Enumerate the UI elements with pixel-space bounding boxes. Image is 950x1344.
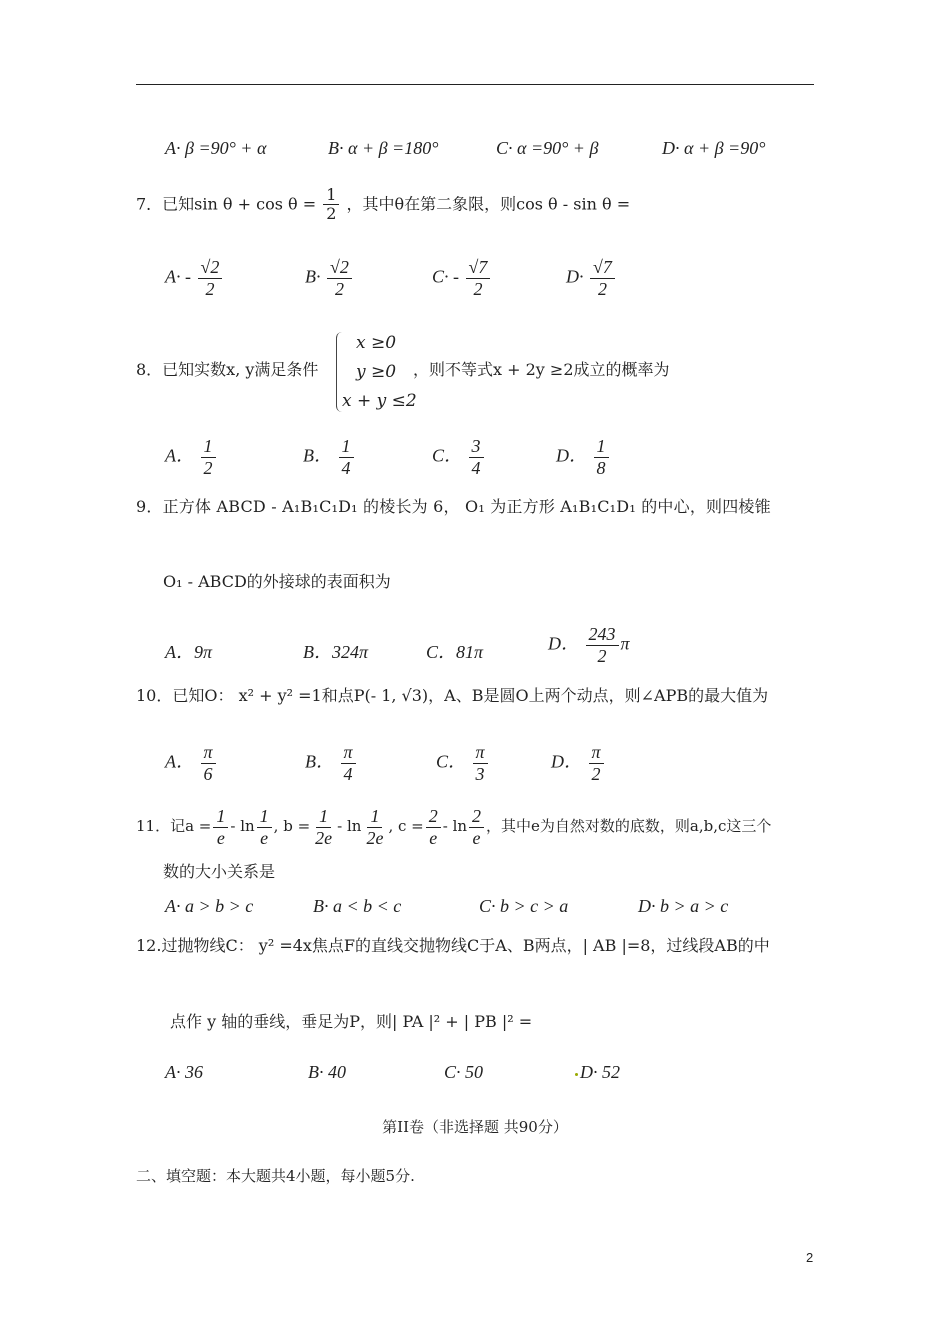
q10-option-d bbox=[551, 742, 606, 784]
q9-stem-line1: 9．正方体 ABCD - A₁B₁C₁D₁ 的棱长为 6， O₁ 为正方形 A₁B₁C₁D₁ 的中心，则四棱锥 bbox=[136, 497, 771, 516]
q8-b-label: B． bbox=[303, 445, 332, 466]
q11-a-pre: 11．记a = bbox=[136, 817, 212, 836]
q7-stem-fraction bbox=[323, 186, 339, 224]
q11-b-mid: - ln bbox=[337, 817, 362, 836]
q9-option-a: A．9π bbox=[165, 642, 213, 662]
q7-option-d bbox=[566, 257, 617, 299]
q6-option-b: B· α + β =180° bbox=[328, 138, 439, 158]
q11-option-d: D· b > a > c bbox=[638, 896, 729, 916]
q11-c-mid: - ln bbox=[442, 817, 468, 836]
q10-a-num: π bbox=[201, 742, 216, 764]
q11-option-b: B· a < b < c bbox=[313, 896, 402, 916]
q8-d-frac bbox=[594, 436, 609, 478]
q7-stem bbox=[136, 186, 630, 224]
q7-d-num: √7 bbox=[590, 257, 615, 279]
q8-c-den: 4 bbox=[471, 457, 481, 478]
q12-line1: 12.过抛物线C： y² =4x焦点F的直线交抛物线C于A、B两点，| AB |=8，过线段AB的中 bbox=[136, 936, 770, 955]
q7-b-den: 2 bbox=[334, 278, 344, 299]
q8-cond-3: x + y ≤2 bbox=[342, 391, 417, 411]
q11-b-n2: 1 bbox=[367, 806, 382, 828]
q10-d-label: D． bbox=[551, 751, 582, 772]
q11-b-d1: 2e bbox=[315, 827, 333, 848]
q9-d-den: 2 bbox=[597, 645, 607, 666]
q7-c-frac bbox=[466, 257, 491, 299]
q11-a-mid: - ln bbox=[230, 817, 255, 836]
q7-c-label: C· bbox=[432, 266, 449, 287]
q8-b-den: 4 bbox=[341, 457, 351, 478]
q8-option-a bbox=[165, 436, 218, 478]
q7-b-label: B· bbox=[305, 266, 321, 287]
q6-option-d: D· α + β =90° bbox=[662, 138, 766, 158]
q10-d-den: 2 bbox=[591, 763, 601, 784]
q6-option-c: C· α =90° + β bbox=[496, 138, 599, 158]
q8-a-den: 2 bbox=[203, 457, 213, 478]
q9-option-b: B．324π bbox=[303, 642, 369, 662]
q7-a-label: A· bbox=[165, 266, 181, 287]
q11-option-a: A· a > b > c bbox=[165, 896, 254, 916]
section-title: 第II卷（非选择题 共90分） bbox=[382, 1118, 568, 1136]
q10-c-num: π bbox=[473, 742, 488, 764]
q11-a-frac1 bbox=[213, 806, 228, 848]
q8-d-label: D． bbox=[556, 445, 587, 466]
q8-b-frac bbox=[339, 436, 354, 478]
q8-b-num: 1 bbox=[339, 436, 354, 458]
q12-option-a: A· 36 bbox=[165, 1062, 203, 1082]
q9-d-frac bbox=[586, 624, 619, 666]
q8-cond-2: y ≥0 bbox=[356, 362, 397, 382]
q7-c-num: √7 bbox=[466, 257, 491, 279]
q9-option-c: C．81π bbox=[426, 642, 484, 662]
q8-a-num: 1 bbox=[201, 436, 216, 458]
q10-option-c bbox=[436, 742, 490, 784]
q7-c-sign: - bbox=[453, 266, 460, 287]
q8-option-b bbox=[303, 436, 356, 478]
q12-line2: 点作 y 轴的垂线，垂足为P，则| PA |² + | PB |² = bbox=[170, 1012, 533, 1031]
q11-b-frac1 bbox=[312, 806, 335, 848]
q8-d-den: 8 bbox=[596, 457, 606, 478]
q11-option-c: C· b > c > a bbox=[479, 896, 569, 916]
q7-stem-tail: ，其中θ在第二象限，则cos θ - sin θ = bbox=[346, 194, 631, 214]
q10-a-label: A． bbox=[165, 751, 194, 772]
header-rule bbox=[136, 84, 814, 85]
q7-b-num: √2 bbox=[327, 257, 352, 279]
q11-stem bbox=[136, 806, 771, 848]
q7-a-den: 2 bbox=[205, 278, 215, 299]
q10-d-frac bbox=[589, 742, 604, 784]
q7-stem-head: 7．已知sin θ + cos θ = bbox=[136, 194, 317, 214]
q10-stem: 10．已知O： x² + y² =1和点P(- 1, √3)，A、B是圆O上两个动点，则∠APB的最大值为 bbox=[136, 686, 769, 705]
q11-b-n1: 1 bbox=[316, 806, 331, 828]
q10-option-a bbox=[165, 742, 218, 784]
q7-option-b bbox=[305, 257, 354, 299]
q12-option-b: B· 40 bbox=[308, 1062, 346, 1082]
q8-d-num: 1 bbox=[594, 436, 609, 458]
q11-b-d2: 2e bbox=[366, 827, 384, 848]
q7-c-den: 2 bbox=[473, 278, 483, 299]
q7-a-sign: - bbox=[185, 266, 191, 287]
q8-cond-1: x ≥0 bbox=[356, 333, 397, 353]
page-number: 2 bbox=[806, 1250, 814, 1265]
q7-d-den: 2 bbox=[597, 278, 607, 299]
q7-frac-num: 1 bbox=[323, 186, 339, 205]
q11-c-d2: e bbox=[472, 827, 481, 848]
q11-c-d1: e bbox=[429, 827, 438, 848]
q8-stem-head: 8．已知实数x, y满足条件 bbox=[136, 360, 319, 379]
q8-a-frac bbox=[201, 436, 216, 478]
q11-a-d2: e bbox=[260, 827, 269, 848]
q7-d-label: D· bbox=[566, 266, 584, 287]
q10-a-den: 6 bbox=[203, 763, 213, 784]
section-two-heading: 二、填空题：本大题共4小题，每小题5分. bbox=[136, 1167, 415, 1185]
q10-b-label: B． bbox=[305, 751, 334, 772]
q10-a-frac bbox=[201, 742, 216, 784]
q9-d-tail: π bbox=[620, 633, 630, 654]
q8-c-label: C． bbox=[432, 445, 463, 466]
q8-option-c bbox=[432, 436, 486, 478]
q11-tail: ，其中e为自然对数的底数，则a,b,c这三个 bbox=[486, 817, 772, 836]
q11-a-n1: 1 bbox=[213, 806, 228, 828]
q6-option-a: A· β =90° + α bbox=[165, 138, 267, 158]
q7-b-frac bbox=[327, 257, 352, 299]
q7-option-c bbox=[432, 257, 492, 299]
q11-c-pre: , c = bbox=[388, 817, 424, 836]
q11-line2: 数的大小关系是 bbox=[163, 862, 276, 881]
q7-frac-den: 2 bbox=[326, 204, 337, 224]
stray-mark bbox=[575, 1073, 578, 1076]
q11-b-frac2 bbox=[363, 806, 386, 848]
q8-stem-tail: ，则不等式x + 2y ≥2成立的概率为 bbox=[413, 360, 670, 379]
q7-a-num: √2 bbox=[198, 257, 223, 279]
q11-c-frac1 bbox=[426, 806, 441, 848]
q8-c-num: 3 bbox=[469, 436, 484, 458]
q10-b-den: 4 bbox=[343, 763, 353, 784]
q11-a-n2: 1 bbox=[257, 806, 272, 828]
q11-a-d1: e bbox=[216, 827, 225, 848]
q7-option-a bbox=[165, 257, 224, 299]
q11-c-n2: 2 bbox=[469, 806, 484, 828]
q10-b-num: π bbox=[341, 742, 356, 764]
q10-option-b bbox=[305, 742, 358, 784]
q11-b-pre: , b = bbox=[273, 817, 311, 836]
q7-a-frac bbox=[198, 257, 223, 299]
q8-option-d bbox=[556, 436, 611, 478]
q9-stem-line2: O₁ - ABCD的外接球的表面积为 bbox=[163, 572, 391, 591]
q8-a-label: A． bbox=[165, 445, 194, 466]
q11-a-frac2 bbox=[257, 806, 272, 848]
q9-option-d bbox=[548, 624, 630, 666]
q10-c-label: C． bbox=[436, 751, 467, 772]
q12-option-d: D· 52 bbox=[580, 1062, 620, 1082]
q7-d-frac bbox=[590, 257, 615, 299]
q12-option-c: C· 50 bbox=[444, 1062, 484, 1082]
q11-c-n1: 2 bbox=[426, 806, 441, 828]
q11-c-frac2 bbox=[469, 806, 484, 848]
q10-c-frac bbox=[473, 742, 488, 784]
q8-c-frac bbox=[469, 436, 484, 478]
q9-d-label: D． bbox=[548, 633, 579, 654]
q10-b-frac bbox=[341, 742, 356, 784]
q10-d-num: π bbox=[589, 742, 604, 764]
q10-c-den: 3 bbox=[475, 763, 485, 784]
q9-d-num: 243 bbox=[586, 624, 619, 646]
